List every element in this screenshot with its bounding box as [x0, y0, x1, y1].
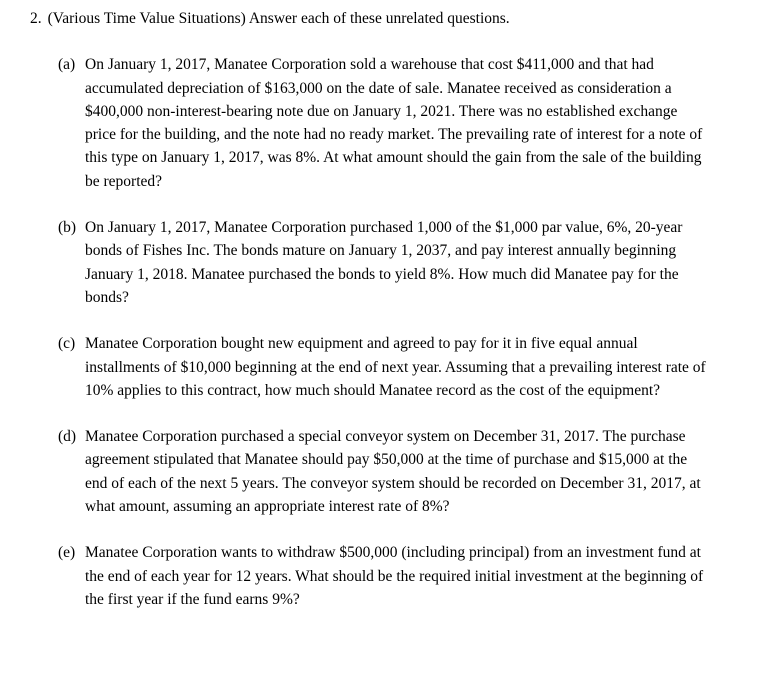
part-text: Manatee Corporation bought new equipment and agreed to pay for it in five equal annual installments of $10,000 beginning at the end of next year. Assuming that a prevailing interest rate of 10% applies to this contract, how much should Manatee record as the cost of the equipment?	[85, 335, 706, 399]
question-heading	[30, 7, 729, 30]
question-heading-text: (Various Time Value Situations) Answer each of these unrelated questions.	[47, 10, 510, 27]
question-part-d	[58, 425, 729, 518]
part-label: (e)	[58, 544, 76, 562]
question-part-e	[58, 541, 729, 611]
part-label: (b)	[58, 219, 77, 237]
part-text: Manatee Corporation purchased a special conveyor system on December 31, 2017. The purchase agreement stipulated that Manatee should pay $50,000 at the time of purchase and $15,000 at the end of each of the next 5 years. The conveyor system should be recorded on December 31, 2017, at what amount, assuming an appropriate interest rate of 8%?	[85, 428, 701, 516]
question-number: 2.	[30, 10, 42, 27]
question-part-b	[58, 216, 729, 309]
part-text: On January 1, 2017, Manatee Corporation sold a warehouse that cost $411,000 and that had accumulated depreciation of $163,000 on the date of sale. Manatee received as consideration a $400,000 non-interest-bearing note due on January 1, 2021. There was no established exchange price for the building, and the note had no ready market. The prevailing rate of interest for a note of this type on January 1, 2017, was 8%. At what amount should the gain from the sale of the building be reported?	[85, 56, 703, 190]
question-part-c	[58, 332, 729, 402]
part-text: Manatee Corporation wants to withdraw $500,000 (including principal) from an investment fund at the end of each year for 12 years. What should be the required initial investment at the beginning of the first year if the fund earns 9%?	[85, 544, 704, 608]
question-part-a	[58, 53, 729, 193]
part-label: (c)	[58, 335, 76, 353]
part-label: (a)	[58, 56, 76, 74]
part-text: On January 1, 2017, Manatee Corporation purchased 1,000 of the $1,000 par value, 6%, 20-year bonds of Fishes Inc. The bonds mature on January 1, 2037, and pay interest annually beginning January 1, 2018. Manatee purchased the bonds to yield 8%. How much did Manatee pay for the bonds?	[85, 219, 683, 306]
part-label: (d)	[58, 428, 77, 446]
